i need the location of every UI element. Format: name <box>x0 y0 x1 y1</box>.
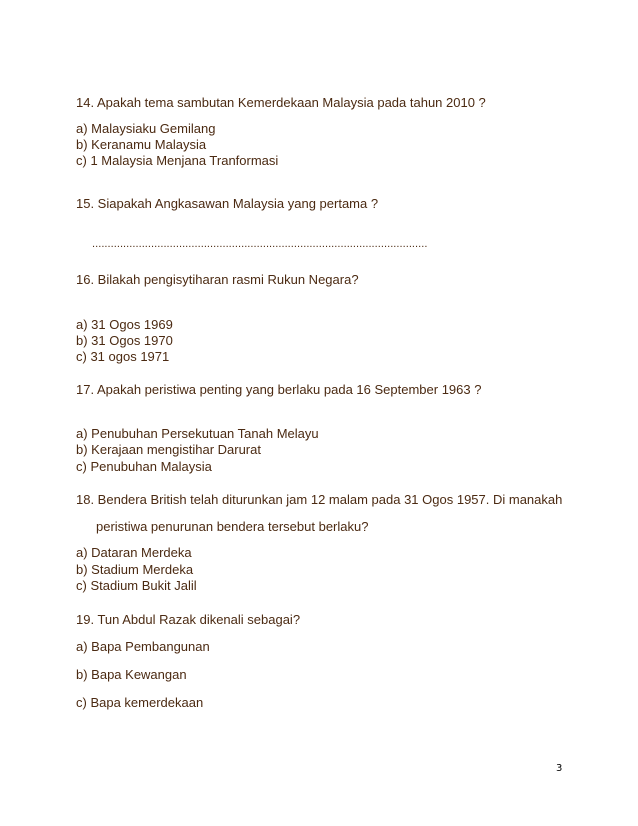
question-14-text: 14. Apakah tema sambutan Kemerdekaan Malaysia pada tahun 2010 ? <box>76 95 486 110</box>
question-17-option-c: c) Penubuhan Malaysia <box>76 459 212 474</box>
question-17-text: 17. Apakah peristiwa penting yang berlaku pada 16 September 1963 ? <box>76 382 482 397</box>
question-19-text: 19. Tun Abdul Razak dikenali sebagai? <box>76 612 301 627</box>
question-15-text: 15. Siapakah Angkasawan Malaysia yang pertama ? <box>76 196 379 211</box>
question-17-option-b: b) Kerajaan mengistihar Darurat <box>76 442 261 457</box>
question-19-option-b: b) Bapa Kewangan <box>76 667 187 682</box>
question-15-answer-line[interactable]: ............................................................................................................ <box>92 238 428 250</box>
question-17-option-a: a) Penubuhan Persekutuan Tanah Melayu <box>76 426 319 441</box>
question-19-option-c: c) Bapa kemerdekaan <box>76 695 204 710</box>
question-16-option-b: b) 31 Ogos 1970 <box>76 333 173 348</box>
question-18-option-a: a) Dataran Merdeka <box>76 545 192 560</box>
question-16-option-a: a) 31 Ogos 1969 <box>76 317 173 332</box>
question-18-text-line2: peristiwa penurunan bendera tersebut berlaku? <box>96 519 369 534</box>
question-14-option-b: b) Keranamu Malaysia <box>76 137 207 152</box>
page-number: 3 <box>556 763 563 774</box>
question-16-option-c: c) 31 ogos 1971 <box>76 349 170 364</box>
question-18-text-line1: 18. Bendera British telah diturunkan jam 12 malam pada 31 Ogos 1957. Di manakah <box>76 492 563 507</box>
question-16-text: 16. Bilakah pengisytiharan rasmi Rukun Negara? <box>76 272 359 287</box>
question-19-option-a: a) Bapa Pembangunan <box>76 639 210 654</box>
question-14-option-c: c) 1 Malaysia Menjana Tranformasi <box>76 153 279 168</box>
question-18-option-c: c) Stadium Bukit Jalil <box>76 578 197 593</box>
question-18-option-b: b) Stadium Merdeka <box>76 562 194 577</box>
question-14-option-a: a) Malaysiaku Gemilang <box>76 121 216 136</box>
